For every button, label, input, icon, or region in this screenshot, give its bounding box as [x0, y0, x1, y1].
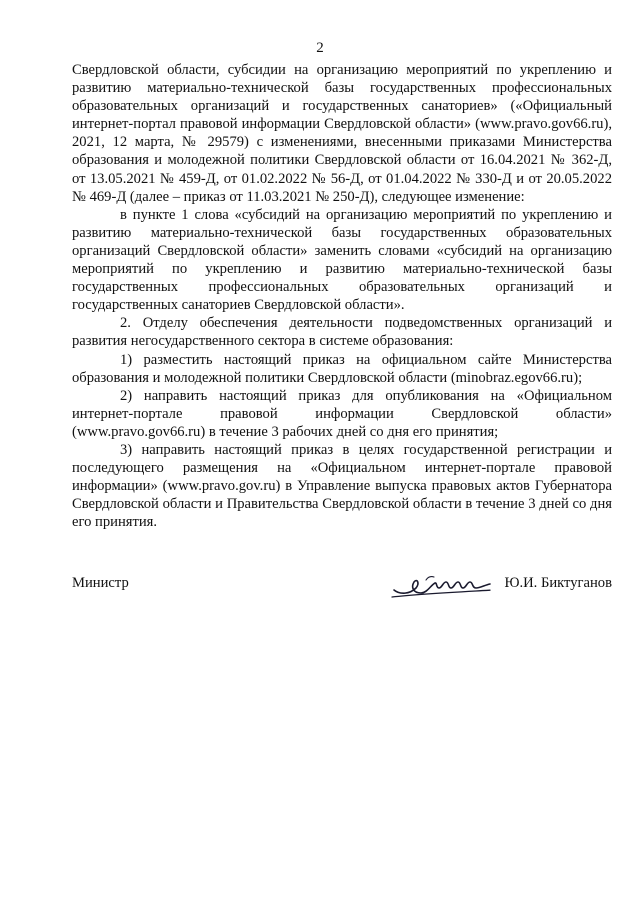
paragraph-item-2: 2. Отделу обеспечения деятельности подведомственных организаций и развития негосударственного сектора в системе образования: — [72, 315, 612, 350]
document-body — [72, 61, 612, 531]
paragraph-subitem-3: 3) направить настоящий приказ в целях государственной регистрации и последующего размещения на «Официальном интернет-портале правовой информации» (www.pravo.gov.ru) в Управление выпуска правовых актов Губернатора Свердловской области и Правительства Свердловской области в течение 3 дней со дня его принятия. — [72, 441, 612, 531]
signatory-title: Министр — [72, 575, 129, 591]
paragraph-subitem-2: 2) направить настоящий приказ для опубликования на «Официальном интернет-портале правовой информации Свердловской области» (www.pravo.gov66.ru) в течение 3 рабочих дней со дня его принятия; — [72, 387, 612, 440]
paragraph-continuation: Свердловской области, субсидии на организацию мероприятий по укреплению и развитию материально-технической базы государственных профессиональных образовательных организаций и государственных санаториев» («Официальный интернет-портал правовой информации Свердловской области» (www.pravo.gov66.ru), 2021, 12 марта, № 29579) с изменениями, внесенными приказами Министерства образования и молодежной политики Свердловской области от 16.04.2021 № 362-Д, от 13.05.2021 № 459-Д, от 01.02.2022 № 56-Д, от 01.04.2022 № 330-Д и от 20.05.2022 № 469-Д (далее – приказ от 11.03.2021 № 250-Д), следующее изменение: — [72, 62, 612, 205]
signature-block — [72, 568, 612, 604]
paragraph-amendment: в пункте 1 слова «субсидий на организацию мероприятий по укреплению и развитию материально-технической базы государственных образовательных организаций Свердловской области» заменить словами «субсидий на организацию мероприятий по укреплению и развитию материально-технической базы государственных профессиональных образовательных организаций и государственных санаториев Свердловской области». — [72, 206, 612, 314]
signatory-name: Ю.И. Биктуганов — [504, 575, 612, 591]
page-number: 2 — [316, 40, 324, 56]
paragraph-subitem-1: 1) разместить настоящий приказ на официальном сайте Министерства образования и молодежной политики Свердловской области (minobraz.egov66.ru); — [72, 351, 612, 386]
handwritten-signature — [390, 568, 502, 602]
